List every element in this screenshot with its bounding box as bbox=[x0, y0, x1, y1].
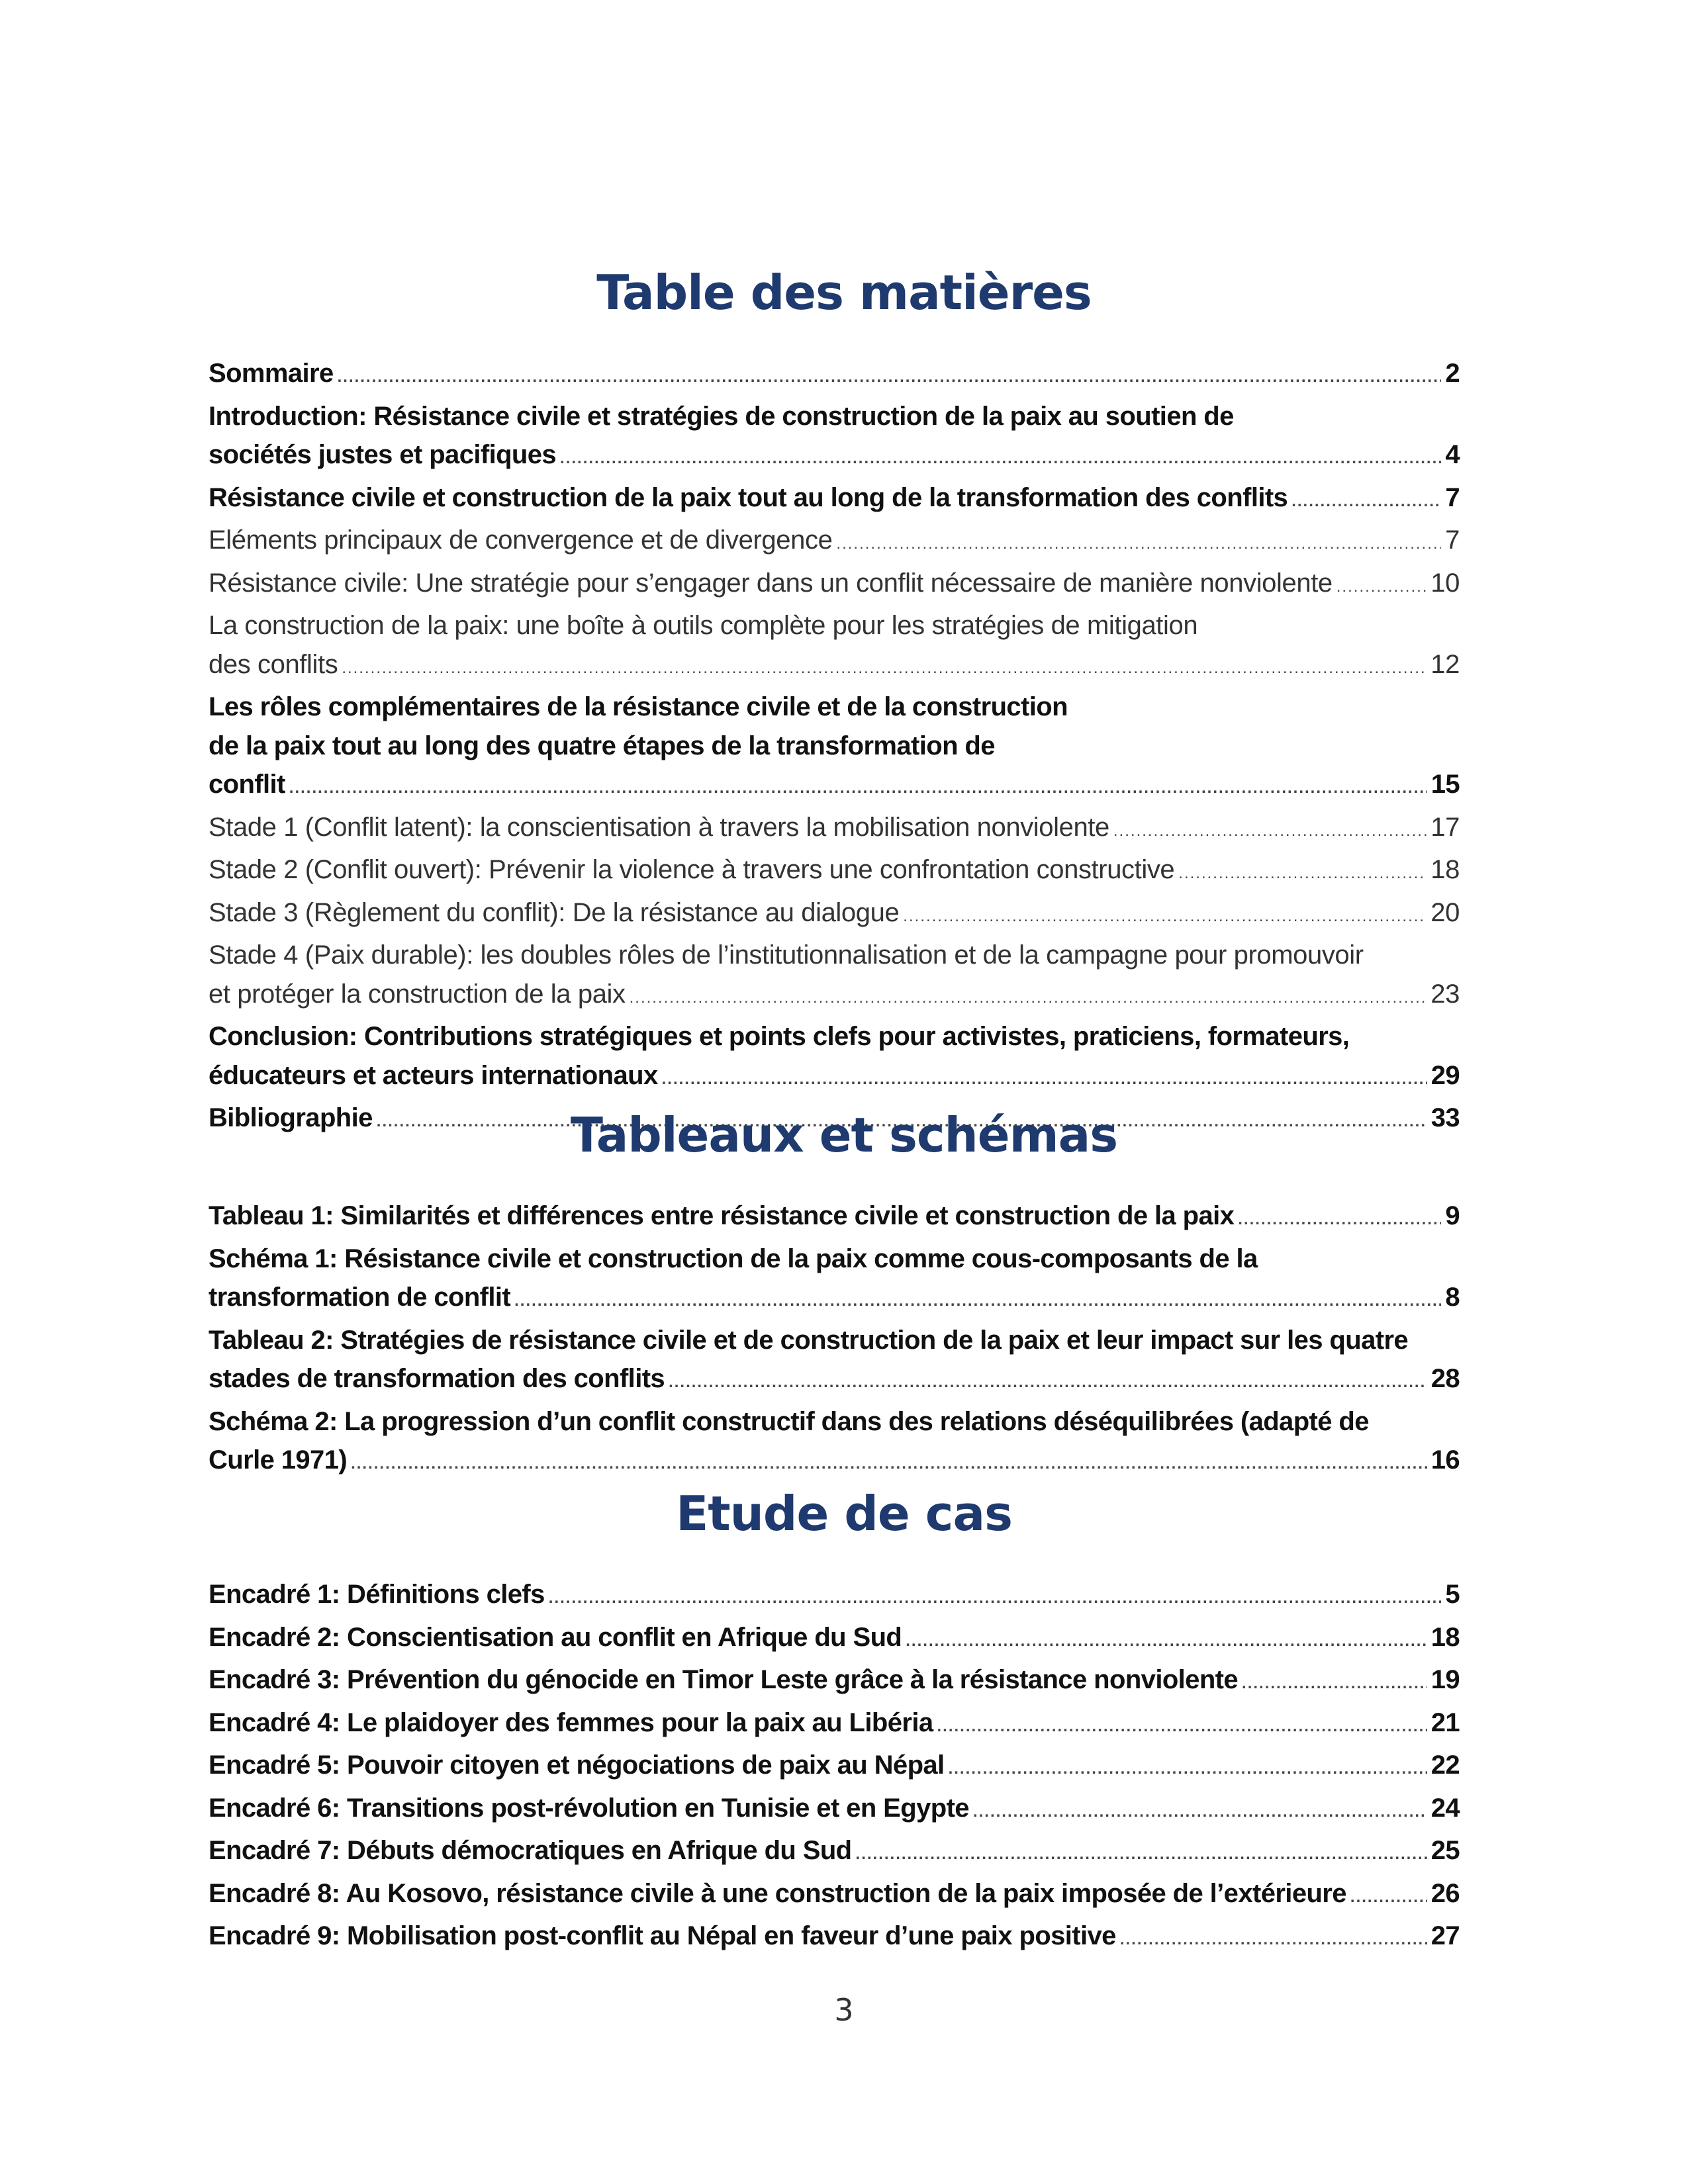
cases-list bbox=[209, 1575, 1460, 1960]
toc-entry-last-line bbox=[209, 975, 1460, 1018]
tables-heading: Tableaux et schémas bbox=[570, 1107, 1118, 1163]
toc-entry-line: La construction de la paix: une boîte à outils complète pour les stratégies de mitigation bbox=[209, 611, 1198, 640]
toc-entry-page-number: 10 bbox=[1430, 568, 1460, 598]
toc-entry-page-number: 9 bbox=[1445, 1201, 1460, 1230]
toc-entry-page-number: 26 bbox=[1430, 1878, 1460, 1908]
toc-entry-label: Sommaire bbox=[209, 359, 334, 388]
toc-entry[interactable] bbox=[209, 1017, 1460, 1099]
toc-entry[interactable] bbox=[209, 354, 1460, 397]
toc-entry[interactable] bbox=[209, 1661, 1460, 1704]
toc-entry-last-line bbox=[209, 1874, 1460, 1917]
toc-entry-label: Encadré 1: Définitions clefs bbox=[209, 1580, 545, 1609]
toc-entry-page-number: 24 bbox=[1430, 1793, 1460, 1823]
dot-leader bbox=[949, 1750, 1427, 1789]
dot-leader bbox=[351, 1445, 1427, 1484]
dot-leader bbox=[289, 769, 1427, 808]
toc-entry-label: Bibliographie bbox=[209, 1103, 373, 1132]
toc-entry-last-line bbox=[209, 1917, 1460, 1960]
toc-entry-label: et protéger la construction de la paix bbox=[209, 979, 626, 1009]
dot-leader bbox=[1113, 812, 1427, 851]
toc-entry[interactable] bbox=[209, 893, 1460, 936]
toc-heading: Table des matières bbox=[596, 265, 1092, 320]
dot-leader bbox=[903, 897, 1427, 936]
toc-entry-page-number: 18 bbox=[1430, 855, 1460, 884]
toc-entry[interactable] bbox=[209, 1321, 1460, 1402]
toc-entry-label: Stade 3 (Règlement du conflit): De la résistance au dialogue bbox=[209, 897, 900, 927]
toc-entry-label: stades de transformation des conflits bbox=[209, 1364, 665, 1393]
toc-entry-last-line bbox=[209, 1197, 1460, 1240]
toc-entry-last-line bbox=[209, 893, 1460, 936]
toc-entry-page-number: 18 bbox=[1430, 1622, 1460, 1652]
toc-entry[interactable] bbox=[209, 1831, 1460, 1874]
dot-leader bbox=[549, 1579, 1442, 1618]
toc-entry-page-number: 7 bbox=[1445, 525, 1460, 555]
toc-entry-last-line bbox=[209, 1359, 1460, 1402]
toc-entry[interactable] bbox=[209, 1618, 1460, 1661]
toc-entry-page-number: 12 bbox=[1430, 649, 1460, 679]
toc-list bbox=[209, 354, 1460, 1142]
toc-entry-page-number: 8 bbox=[1445, 1283, 1460, 1312]
toc-entry[interactable] bbox=[209, 1240, 1460, 1321]
toc-entry-page-number: 4 bbox=[1445, 440, 1460, 469]
toc-entry-last-line bbox=[209, 850, 1460, 893]
dot-leader bbox=[836, 525, 1441, 564]
toc-entry-label: Stade 1 (Conflit latent): la conscientisation à travers la mobilisation nonviolente bbox=[209, 812, 1109, 842]
toc-entry-page-number: 2 bbox=[1445, 359, 1460, 388]
toc-entry[interactable] bbox=[209, 1704, 1460, 1747]
toc-entry-last-line bbox=[209, 1056, 1460, 1099]
toc-entry[interactable] bbox=[209, 1197, 1460, 1240]
toc-entry-label: des conflits bbox=[209, 649, 338, 679]
toc-entry-last-line bbox=[209, 1278, 1460, 1321]
toc-entry-line: Schéma 1: Résistance civile et construction de la paix comme cous-composants de la bbox=[209, 1244, 1258, 1273]
toc-entry-line: Conclusion: Contributions stratégiques et points clefs pour activistes, praticiens, formateurs, bbox=[209, 1022, 1350, 1051]
toc-entry-page-number: 19 bbox=[1430, 1665, 1460, 1694]
toc-entry-last-line bbox=[209, 1661, 1460, 1704]
toc-entry-label: Curle 1971) bbox=[209, 1445, 348, 1475]
toc-entry-last-line bbox=[209, 1618, 1460, 1661]
toc-entry-page-number: 7 bbox=[1445, 482, 1460, 512]
toc-entry-line: Stade 4 (Paix durable): les doubles rôles de l’institutionnalisation et de la campagne pour promouvoir bbox=[209, 940, 1364, 970]
toc-entry-label: Encadré 7: Débuts démocratiques en Afrique du Sud bbox=[209, 1836, 852, 1865]
toc-entry-last-line bbox=[209, 1704, 1460, 1747]
dot-leader bbox=[560, 439, 1441, 478]
dot-leader bbox=[1336, 568, 1427, 607]
dot-leader bbox=[669, 1363, 1427, 1402]
toc-entry-label: Résistance civile et construction de la paix tout au long de la transformation des conflits bbox=[209, 482, 1288, 512]
dot-leader bbox=[856, 1835, 1427, 1874]
toc-entry-page-number: 22 bbox=[1430, 1751, 1460, 1780]
toc-entry[interactable] bbox=[209, 936, 1460, 1017]
toc-entry-line: Schéma 2: La progression d’un conflit constructif dans des relations déséquilibrées (adapté de bbox=[209, 1406, 1369, 1436]
toc-entry-page-number: 23 bbox=[1430, 979, 1460, 1009]
page-number: 3 bbox=[834, 1992, 854, 2028]
toc-entry-line: Les rôles complémentaires de la résistance civile et de la construction bbox=[209, 692, 1068, 721]
toc-entry-last-line bbox=[209, 1441, 1460, 1484]
toc-entry-page-number: 25 bbox=[1430, 1836, 1460, 1865]
toc-entry[interactable] bbox=[209, 1874, 1460, 1917]
toc-entry-last-line bbox=[209, 808, 1460, 851]
toc-entry-label: Eléments principaux de convergence et de divergence bbox=[209, 525, 833, 555]
dot-leader bbox=[662, 1060, 1427, 1099]
dot-leader bbox=[937, 1707, 1427, 1747]
toc-entry-label: sociétés justes et pacifiques bbox=[209, 440, 557, 469]
cases-heading: Etude de cas bbox=[676, 1486, 1012, 1541]
toc-entry-page-number: 27 bbox=[1430, 1921, 1460, 1950]
dot-leader bbox=[1242, 1664, 1427, 1704]
toc-entry-last-line bbox=[209, 564, 1460, 607]
toc-entry-page-number: 21 bbox=[1430, 1707, 1460, 1737]
toc-entry-line: de la paix tout au long des quatre étapes de la transformation de bbox=[209, 731, 995, 760]
toc-entry-last-line bbox=[209, 521, 1460, 564]
toc-entry[interactable] bbox=[209, 564, 1460, 607]
toc-entry[interactable] bbox=[209, 1789, 1460, 1832]
toc-entry-last-line bbox=[209, 1575, 1460, 1618]
toc-entry[interactable] bbox=[209, 1402, 1460, 1484]
toc-entry[interactable] bbox=[209, 1917, 1460, 1960]
toc-entry[interactable] bbox=[209, 521, 1460, 564]
toc-entry[interactable] bbox=[209, 1575, 1460, 1618]
toc-entry-page-number: 16 bbox=[1430, 1445, 1460, 1475]
toc-entry[interactable] bbox=[209, 808, 1460, 851]
toc-entry-label: Encadré 4: Le plaidoyer des femmes pour la paix au Libéria bbox=[209, 1707, 933, 1737]
dot-leader bbox=[338, 358, 1442, 397]
toc-entry-page-number: 15 bbox=[1430, 770, 1460, 799]
toc-entry-label: Encadré 5: Pouvoir citoyen et négociations de paix au Népal bbox=[209, 1751, 945, 1780]
toc-entry-label: Résistance civile: Une stratégie pour s’engager dans un conflit nécessaire de manière nonviolente bbox=[209, 568, 1333, 598]
toc-entry[interactable] bbox=[209, 478, 1460, 522]
toc-entry-label: transformation de conflit bbox=[209, 1283, 511, 1312]
toc-entry-page-number: 29 bbox=[1430, 1060, 1460, 1090]
toc-entry-last-line bbox=[209, 1746, 1460, 1789]
dot-leader bbox=[630, 979, 1427, 1018]
dot-leader bbox=[1350, 1878, 1427, 1917]
toc-entry-last-line bbox=[209, 765, 1460, 808]
toc-entry-page-number: 17 bbox=[1430, 812, 1460, 842]
dot-leader bbox=[1120, 1921, 1427, 1960]
toc-entry[interactable] bbox=[209, 1746, 1460, 1789]
toc-entry-line: Tableau 2: Stratégies de résistance civile et de construction de la paix et leur impact sur les quatre bbox=[209, 1325, 1409, 1355]
toc-entry[interactable] bbox=[209, 688, 1460, 808]
dot-leader bbox=[973, 1793, 1427, 1832]
toc-entry-label: Encadré 8: Au Kosovo, résistance civile à une construction de la paix imposée de l’extérieure bbox=[209, 1878, 1346, 1908]
toc-entry-last-line bbox=[209, 435, 1460, 478]
toc-entry-label: Tableau 1: Similarités et différences entre résistance civile et construction de la paix bbox=[209, 1201, 1235, 1230]
toc-entry-label: Stade 2 (Conflit ouvert): Prévenir la violence à travers une confrontation constructive bbox=[209, 855, 1175, 884]
dot-leader bbox=[1178, 854, 1427, 893]
toc-entry[interactable] bbox=[209, 850, 1460, 893]
dot-leader bbox=[1291, 482, 1441, 522]
tables-list bbox=[209, 1197, 1460, 1484]
toc-entry-last-line bbox=[209, 1789, 1460, 1832]
dot-leader bbox=[342, 649, 1427, 688]
dot-leader bbox=[906, 1622, 1427, 1661]
toc-entry-page-number: 20 bbox=[1430, 897, 1460, 927]
toc-entry-label: Encadré 6: Transitions post-révolution en Tunisie et en Egypte bbox=[209, 1793, 969, 1823]
toc-entry-label: Encadré 2: Conscientisation au conflit en Afrique du Sud bbox=[209, 1622, 902, 1652]
toc-entry-label: conflit bbox=[209, 770, 285, 799]
dot-leader bbox=[514, 1282, 1441, 1321]
toc-entry-line: Introduction: Résistance civile et stratégies de construction de la paix au soutien de bbox=[209, 401, 1234, 431]
toc-entry-last-line bbox=[209, 478, 1460, 522]
toc-entry[interactable] bbox=[209, 397, 1460, 478]
dot-leader bbox=[1238, 1201, 1441, 1240]
toc-entry-label: Encadré 9: Mobilisation post-conflit au Népal en faveur d’une paix positive bbox=[209, 1921, 1116, 1950]
toc-entry-last-line bbox=[209, 354, 1460, 397]
toc-entry-last-line bbox=[209, 645, 1460, 688]
toc-entry-label: éducateurs et acteurs internationaux bbox=[209, 1060, 658, 1090]
toc-entry-page-number: 5 bbox=[1445, 1580, 1460, 1609]
toc-entry-last-line bbox=[209, 1831, 1460, 1874]
toc-entry-page-number: 33 bbox=[1430, 1103, 1460, 1132]
toc-entry[interactable] bbox=[209, 606, 1460, 688]
toc-entry-label: Encadré 3: Prévention du génocide en Timor Leste grâce à la résistance nonviolente bbox=[209, 1665, 1239, 1694]
toc-entry-page-number: 28 bbox=[1430, 1364, 1460, 1393]
